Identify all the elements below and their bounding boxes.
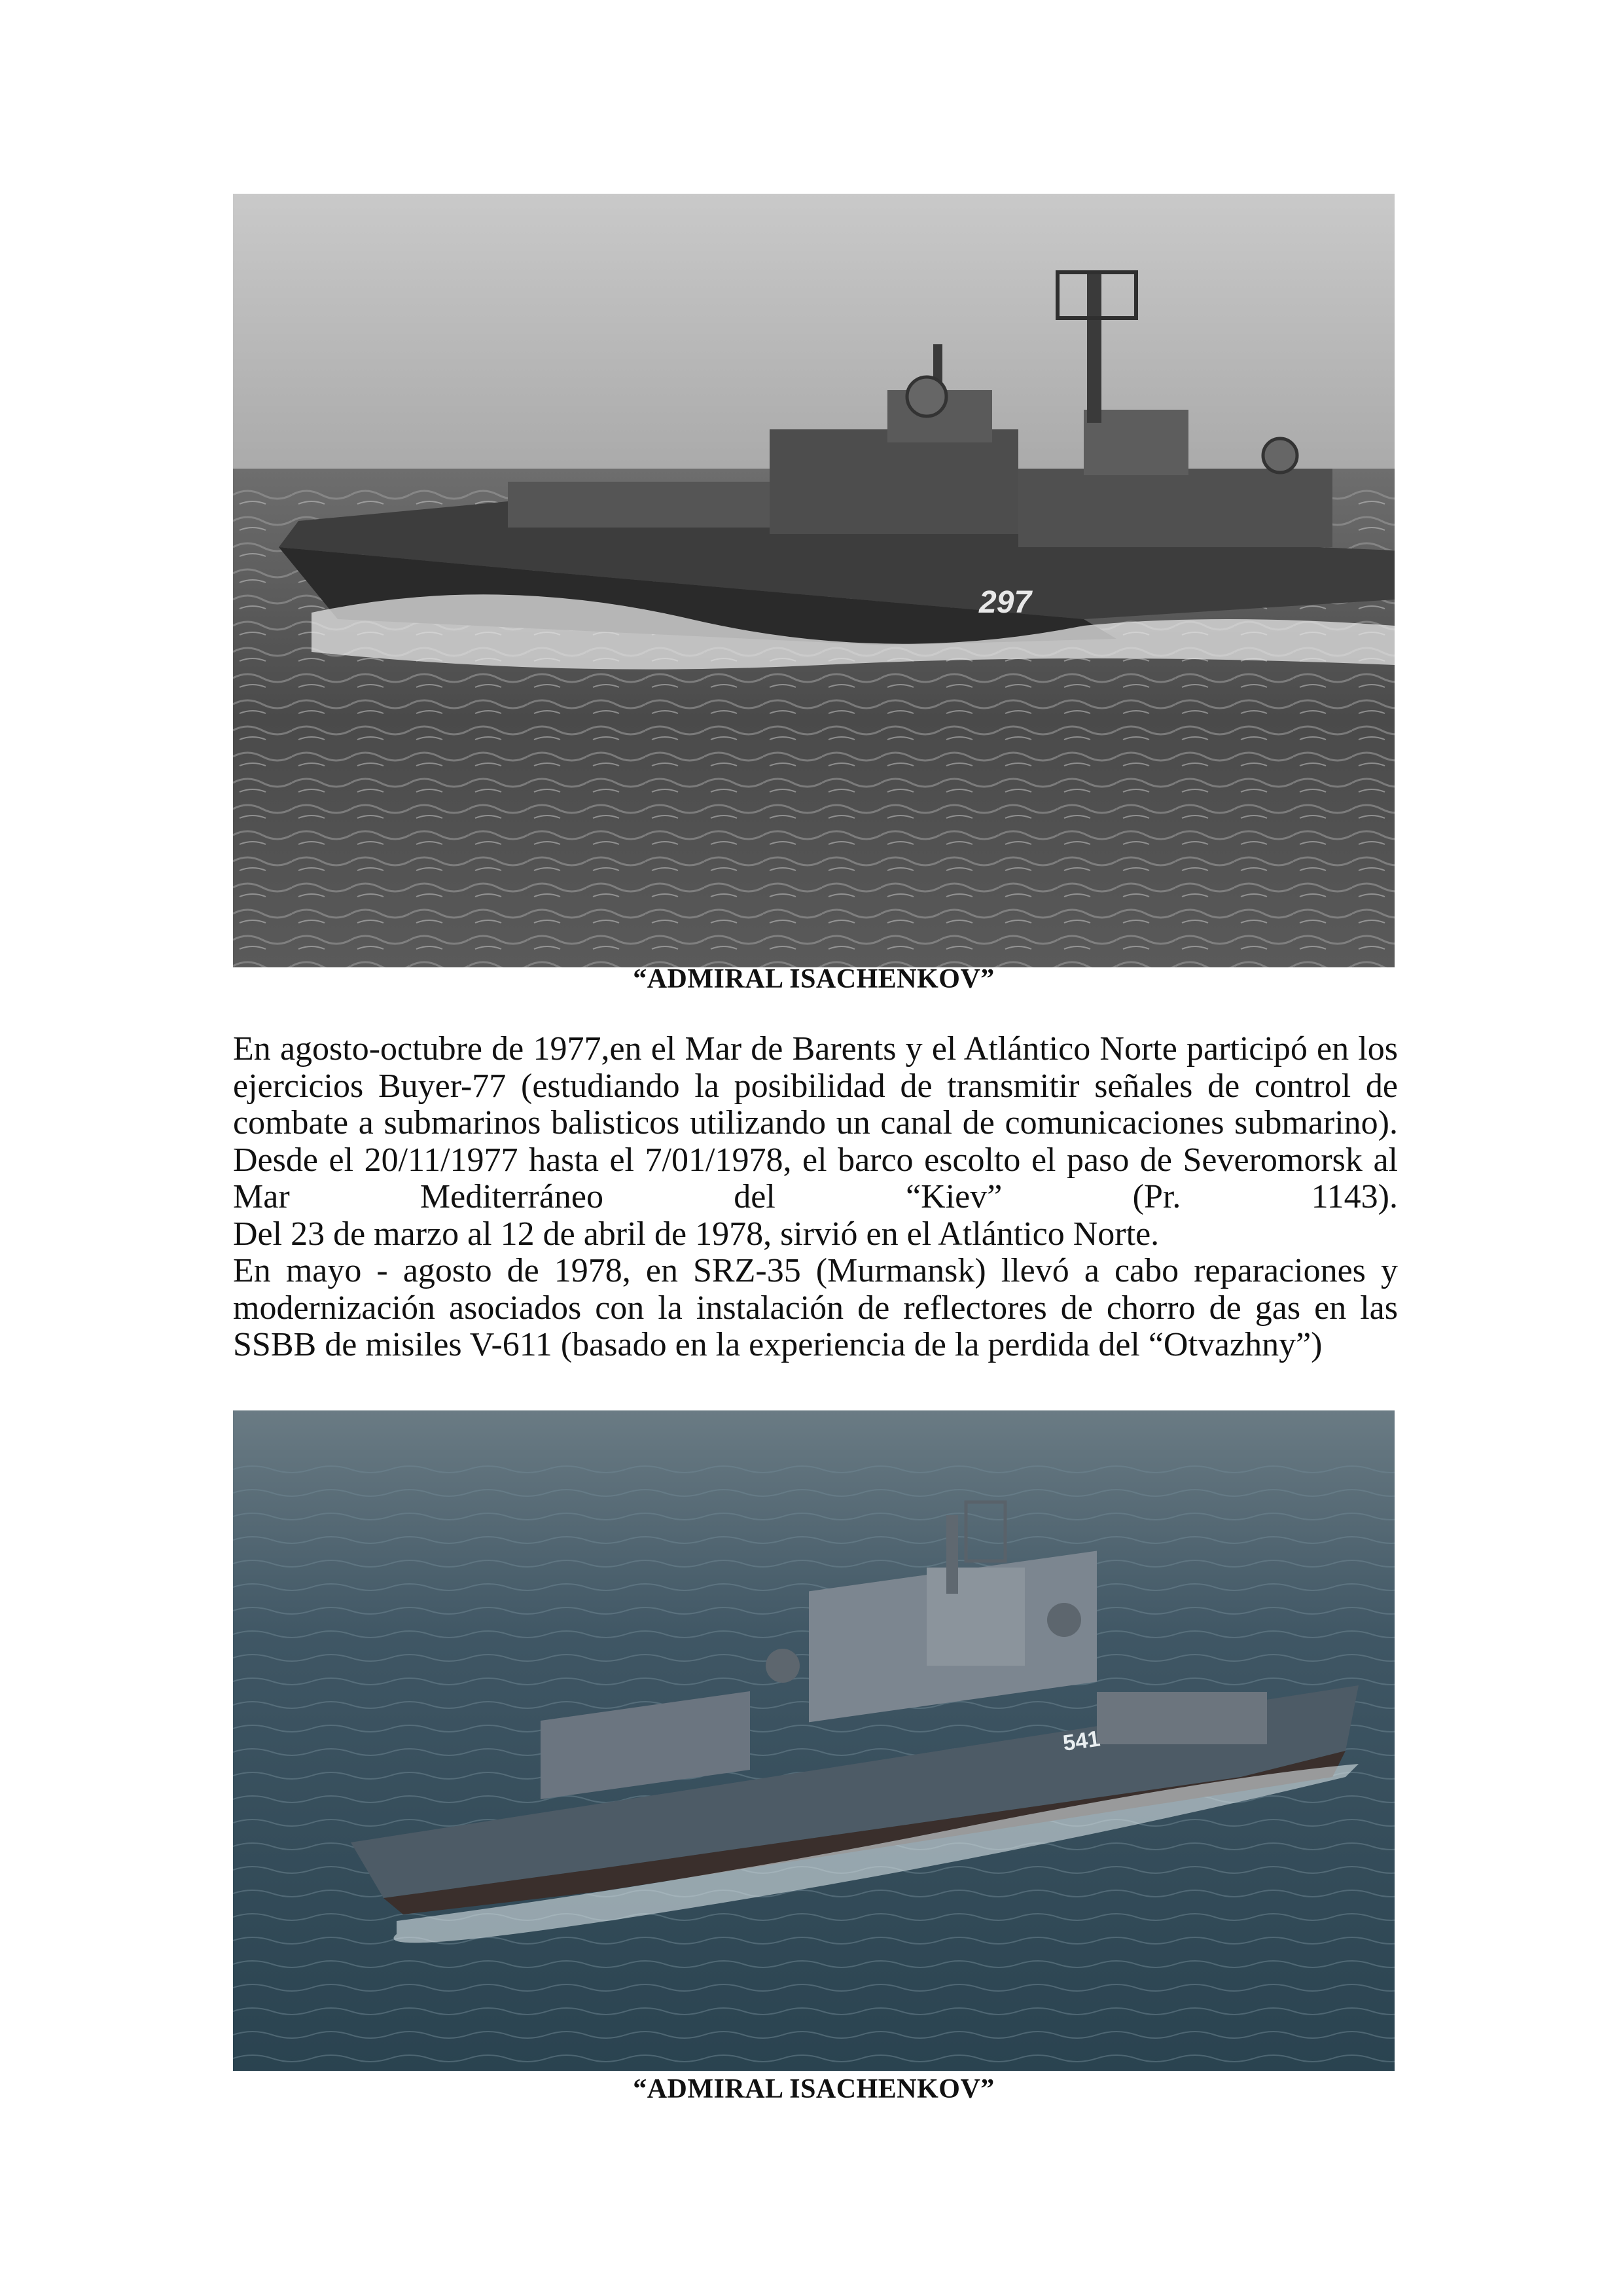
figure-caption-1: “ADMIRAL ISACHENKOV” <box>633 964 995 994</box>
paragraph-3: Del 23 de marzo al 12 de abril de 1978, sirvió en el Atlántico Norte. <box>233 1215 1160 1253</box>
hull-number-541: 541 <box>1061 1726 1102 1756</box>
warship-photo-color <box>233 1410 1395 2071</box>
paragraph-1: En agosto-octubre de 1977,en el Mar de Barents y el Atlántico Norte participó en los ejercicios Buyer-77 (estudiando la posibilidad de transmitir señales de control de combate a submarinos balisticos utilizando un canal de comunicaciones submarino). <box>233 1030 1398 1141</box>
warship-photo-bw <box>233 194 1395 967</box>
paragraph-2: Desde el 20/11/1977 hasta el 7/01/1978, el barco escolto el paso de Severomorsk al Mar Mediterráneo del “Kiev” (Pr. 1143). <box>233 1141 1398 1215</box>
figure-caption-2: “ADMIRAL ISACHENKOV” <box>633 2074 995 2104</box>
body-text <box>233 1031 1398 1364</box>
hull-number-297: 297 <box>979 585 1032 620</box>
paragraph-4: En mayo - agosto de 1978, en SRZ-35 (Murmansk) llevó a cabo reparaciones y modernización asociados con la instalación de reflectores de chorro de gas en las SSBB de misiles V-611 (basado en la experiencia de la perdida del “Otvazhny”) <box>233 1252 1398 1363</box>
